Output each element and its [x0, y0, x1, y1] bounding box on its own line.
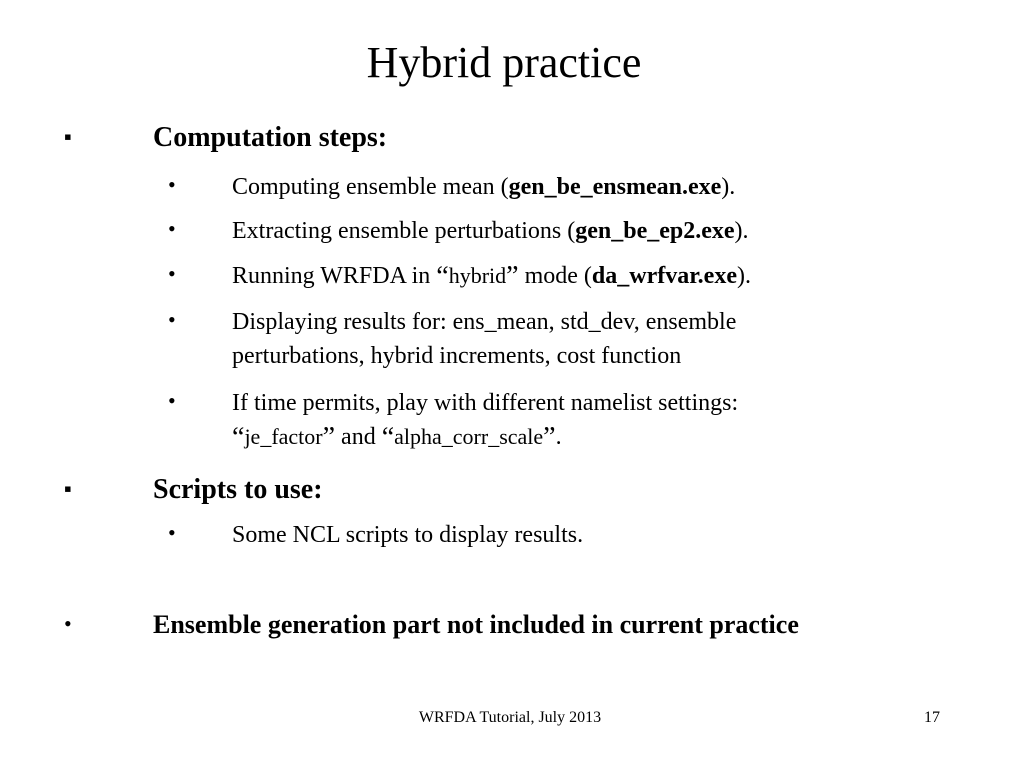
square-bullet-icon: ▪	[64, 124, 72, 149]
executable-name: gen_be_ensmean.exe	[508, 174, 722, 200]
slide-title: Hybrid practice	[366, 38, 642, 87]
round-bullet-icon: •	[168, 388, 176, 413]
executable-name: da_wrfvar.exe	[591, 263, 737, 289]
section-heading: Computation steps:	[153, 122, 388, 153]
round-bullet-icon: •	[64, 611, 72, 636]
round-bullet-icon: •	[168, 520, 176, 545]
list-item-text: Displaying results for: ens_mean, std_dev, ensemble perturbations, hybrid increments, cost function	[232, 309, 737, 369]
list-item-text: Running WRFDA in “hybrid” mode (da_wrfvar.exe).	[232, 261, 751, 292]
executable-name: gen_be_ep2.exe	[575, 218, 735, 244]
round-bullet-icon: •	[168, 261, 176, 286]
square-bullet-icon: ▪	[64, 476, 72, 501]
list-item-text: Extracting ensemble perturbations (gen_be_ep2.exe).	[232, 218, 749, 244]
section-heading: Scripts to use:	[153, 474, 323, 505]
round-bullet-icon: •	[168, 172, 176, 197]
note-text: Ensemble generation part not included in current practice	[153, 610, 799, 639]
page-number: 17	[924, 709, 940, 726]
list-item-text: Computing ensemble mean (gen_be_ensmean.exe).	[232, 174, 736, 200]
round-bullet-icon: •	[168, 307, 176, 332]
list-item-text: Some NCL scripts to display results.	[232, 522, 584, 548]
list-item-text: If time permits, play with different namelist settings: “je_factor” and “alpha_corr_scale”.	[232, 390, 739, 453]
round-bullet-icon: •	[168, 216, 176, 241]
footer-text: WRFDA Tutorial, July 2013	[418, 709, 602, 726]
